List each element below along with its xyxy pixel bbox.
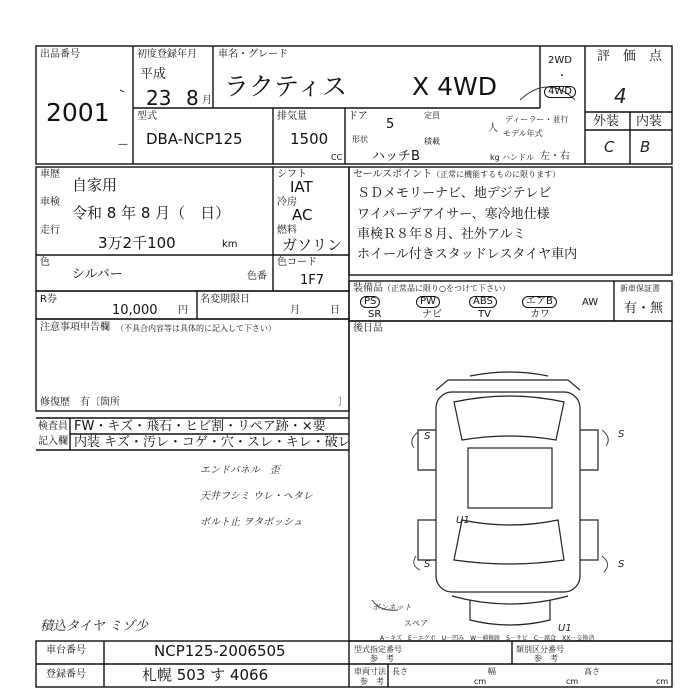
damage-mark: S (424, 431, 431, 442)
dim-width: 幅 (488, 667, 496, 676)
era: 平成 (140, 67, 167, 82)
color-no-label: 色番 (247, 271, 267, 282)
damage-mark: U1 (558, 623, 572, 634)
damage-mark: S (618, 429, 625, 440)
recycle-unit: 円 (178, 305, 188, 316)
equip-ps-text: PS (360, 296, 380, 308)
dim-height: 高さ (584, 667, 600, 676)
expiry-label: 名変期限日 (200, 294, 250, 305)
equip-aw: AW (582, 297, 599, 308)
spare-label: スペア (404, 619, 428, 628)
mileage: 3万2千100 (98, 234, 176, 252)
category-ref: 参 考 (534, 654, 558, 663)
attention-note: （不具合内容等は具体的に記入して下さい） (116, 324, 276, 333)
expiry-month: 月 (290, 305, 300, 316)
damage-mark: S (424, 559, 431, 570)
rating-value: 4 (614, 84, 627, 108)
handwritten-note: 天井フシミ ウレ・ヘタレ (200, 491, 313, 502)
inspector-row2: 内装 キズ・汚レ・コゲ・穴・スレ・キレ・破レ (74, 435, 351, 450)
damage-mark: U1 (456, 515, 470, 526)
color-label: 色 (40, 257, 50, 268)
inspection-label: 車検 (40, 197, 60, 208)
inspector-label: 検査員 (38, 421, 68, 432)
equip-abs (469, 296, 497, 308)
handwritten-note: エンドパネル 歪 (200, 465, 280, 476)
model-year-label: モデル年式 (503, 129, 543, 138)
car-grade: X 4WD (412, 72, 497, 101)
fuel: ガソリン (282, 236, 343, 254)
drive-4wd (544, 86, 576, 98)
cm-unit: cm (656, 677, 669, 686)
name-label: 車名・グレード (218, 49, 288, 60)
sales-line: ホイール付きスタッドレスタイヤ車内 (357, 247, 578, 262)
shape: ハッチB (372, 149, 420, 164)
repair: 有〔箇所 (80, 397, 120, 408)
reg-year: 23 (146, 86, 172, 110)
lot-sub: — (118, 139, 128, 150)
category-label: 類別区分番号 (516, 645, 564, 654)
equip-pw-text: PW (416, 296, 440, 308)
drive-2wd: 2WD (548, 55, 572, 66)
color: シルバー (72, 267, 123, 282)
sales-line: ＳＤメモリーナビ、地デジテレビ (357, 186, 552, 201)
repair-label: 修復歴 (40, 397, 70, 408)
equip-ps (360, 296, 380, 308)
equip-leather: カワ (530, 309, 550, 320)
sales-line: 車検Ｒ８年８月、社外アルミ (357, 227, 526, 242)
first-reg-label: 初度登録年月 (137, 49, 197, 60)
displacement: 1500 (290, 130, 329, 148)
mileage-label: 走行 (40, 225, 60, 236)
inspector-label-2: 記入欄 (38, 436, 68, 447)
equip-airbag (522, 296, 557, 308)
drive-dot: ・ (557, 71, 567, 82)
reg-month: 8 (186, 86, 199, 110)
plate-label: 登録番号 (46, 669, 86, 680)
handwritten-note: 積込タイヤ ミゾ少 (40, 619, 148, 634)
doors: 5 (386, 117, 395, 132)
designation-ref: 参 考 (370, 654, 394, 663)
cc-unit: CC (331, 153, 343, 162)
equip-navi: ナビ (422, 309, 442, 320)
sales-line: ワイパーデアイサー、寒冷地仕様 (357, 207, 550, 222)
exterior-label: 外装 (593, 114, 620, 129)
month-unit: 月 (202, 95, 212, 106)
shift-label: シフト (277, 169, 307, 180)
model-label: 型式 (137, 111, 157, 122)
recycle-label: R券 (40, 294, 57, 305)
interior-grade: B (640, 138, 651, 156)
history-label: 車歴 (40, 169, 60, 180)
lot-number: 2001 (46, 98, 110, 127)
displacement-label: 排気量 (277, 111, 307, 122)
equip-abs-text: ABS (469, 296, 497, 308)
equipment-title (353, 284, 510, 294)
car-name: ラクティス (224, 72, 348, 101)
load-unit: kg (490, 153, 500, 162)
dim-ref: 参 考 (360, 677, 384, 686)
exterior-grade: C (604, 138, 615, 156)
model: DBA-NCP125 (146, 130, 243, 148)
after-label: 後日品 (353, 323, 383, 334)
sales-title-text: セールスポイント (353, 169, 433, 180)
color-code-label: 色コード (277, 257, 317, 268)
chassis-label: 車台番号 (46, 645, 86, 656)
load-label: 積載 (424, 137, 440, 146)
equipment-title-text: 装備品 (353, 283, 383, 294)
shape-label: 形状 (352, 135, 368, 144)
mileage-unit: km (222, 239, 238, 250)
cm-unit: cm (566, 677, 579, 686)
interior-label: 内装 (636, 114, 663, 129)
drive-4wd-text: 4WD (544, 86, 576, 98)
dealer-label: ディーラー・並行 (505, 115, 569, 124)
inspector-row1: FW・キズ・飛石・ヒビ割・リペア跡・×要 (74, 419, 326, 434)
capacity-unit: 人 (488, 123, 498, 134)
equip-tv: TV (478, 309, 491, 320)
sales-note: （正常に機能するものに限ります） (432, 170, 561, 179)
equipment-note: （正常品に限り○をつけて下さい） (383, 284, 510, 293)
doors-label: ドア (348, 111, 368, 122)
handle-label: ハンドル (502, 153, 534, 162)
repair-close: 〕 (338, 397, 348, 408)
ac: AC (292, 206, 313, 224)
lot-label: 出品番号 (40, 49, 80, 60)
handle: 左・右 (540, 151, 570, 162)
fuel-label: 燃料 (277, 225, 297, 236)
inspection: 令和 8 年 8 月（ 日） (72, 204, 231, 222)
damage-legend: A－キズ E－エクボ U－凹み W－補修跡 S－サビ C－腐食 XX－交換済 (380, 635, 595, 642)
equip-airbag-text: エアB (522, 296, 557, 308)
car-diagram-outline (418, 372, 598, 625)
dim-label: 車両寸法 (354, 667, 386, 676)
capacity-label: 定員 (424, 111, 440, 120)
equip-pw (416, 296, 440, 308)
designation-label: 型式指定番号 (354, 645, 402, 654)
expiry-day: 日 (330, 305, 340, 316)
handwritten-note: ボルト止 ヲタボッシュ (200, 517, 303, 528)
color-code: 1F7 (300, 273, 325, 288)
warranty: 有・無 (624, 301, 664, 316)
ac-label: 冷房 (277, 197, 297, 208)
sales-title (353, 170, 560, 180)
equip-sr: SR (368, 309, 382, 320)
chassis-number: NCP125-2006505 (154, 642, 286, 660)
attention-label: 注意事項申告欄 (40, 322, 110, 333)
plate-number: 札幌 503 す 4066 (142, 666, 269, 684)
damage-mark: ボンネット (372, 603, 412, 612)
recycle-value: 10,000 (112, 303, 158, 318)
rating-label: 評 価 点 (597, 49, 663, 64)
damage-mark: S (618, 559, 625, 570)
shift: IAT (290, 178, 313, 196)
cm-unit: cm (474, 677, 487, 686)
history: 自家用 (72, 176, 118, 194)
warranty-label: 新車保証書 (620, 284, 660, 293)
dim-length: 長さ (392, 667, 408, 676)
